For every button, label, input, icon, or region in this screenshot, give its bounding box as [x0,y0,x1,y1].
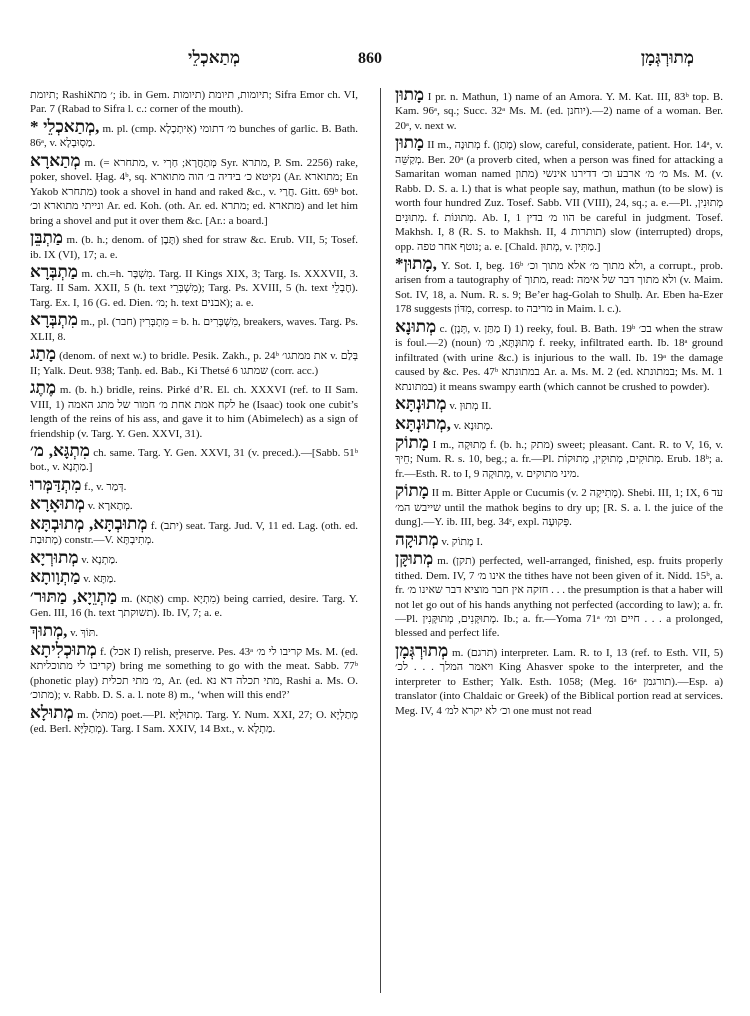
dictionary-entry: מְתוּךְ, v. תּוֹךְ. [30,620,99,640]
dictionary-entry: מְתוּבְתָּא, מְתוּבְתָּא f. (יתב) seat. Targ. Jud. V, 11 ed. Lag. (oth. ed. מְתוּבַת) constr.—V. מְתִיבְתָּא. [30,513,358,547]
dictionary-entry: מָתוּן II m., מְתוּנָה f. (מָתַן) slow, careful, considerate, patient. Hor. 14ᵃ, v. מְקַשֵּׁה. Ber. 20ᵃ (a proverb cited, when a person was fined for attacking a Samaritan woman named מתון) מ׳ מ׳ ארבע וכ׳ דדירנו אינשי Ms. M. (v. Rabb. D. S. a. l.) that is what people say, mathun, mathun (to be slow) is worth four hundred Zuz. Tosef. Sabb. VII (VIII), 24, sq.; a. e.—Pl. מְתוּנִין, מְתוּנִים. f. מְתוּנוֹת. Ab. I, 1 הוו מ׳ בדין be careful in judgment. Tosef. Makhsh. I, 8 (R. S. to Makhsh. II, 4 תותרות) slow (interrupted) drops, opp. נוטף אחר טפה; a. e. [Chald. מְתוּן, v. מַתִּין.] [395,133,723,253]
headword: מָתוּן [395,133,425,153]
headword: מְתוּקָה [395,529,439,549]
dictionary-entry: מַתְבְּרָא m. ch.=h. מִשְׁבָּר. Targ. II Kings XIX, 3; Targ. Is. XXXVII, 3. Targ. II Sam. XXII, 5 (h. text מִשְׁבְּרֵי); Targ. Ps. XVIII, 5 (h. text חֶבְלֵי). Targ. Ex. I, 16 (G. ed. Dien. מ׳; h. text אבנים); a. e. [30,261,358,309]
right-running-head: מְתוּרְגְּמָן [640,48,694,67]
headword: מִתְגָּא, מ׳ [30,440,90,460]
headword: מְתַארָא [30,150,81,170]
headword: מְתוּכְלִיתָא [30,639,97,659]
headword: מְתוּאָרָא [30,494,85,514]
page-number: 860 [358,50,382,67]
headword: מָתַג [30,344,57,364]
headword: מְתוּרְיָא [30,547,79,567]
dictionary-entry: *מָתוּן, Y. Sot. I, beg. 16ᵇ ולא מתוך מ׳ אלא מתוך וכ׳, a corrupt., prob. arisen from a tautography of מתוך, read: ולא מתוך דבר של אימה (v. Maim. Sot. IV, 18, a. Num. R. s. 9; Be’er hag-Golah to Shulḥ. Ar. Eben ha-Ezer 178 suggests מִדּוֹן, corresp. to מריבה in Maim. l. c.). [395,253,723,316]
dictionary-entry: מְתוּאָרָא v. מְתַארָא. [30,494,133,514]
dictionary-entry: מְתוּכְלִיתָא f. (אכל I) relish, preserve. Pes. 43ᵃ קריבו לי מ׳ Ms. M. (ed. קריבו לי מתוכליתא) bring me something to go with the meat. Sabb. 77ᵇ (phonetic play) מ׳ מתי תכלית, Ar. (ed. מתי תכלה דא נא, Rashi a. Ms. O. מתוכ׳); v. Rabb. D. S. a. l. note 8) m., ‘when will this end?’ [30,639,358,702]
headword: מַתְוָותָא [30,567,81,587]
dictionary-entry: מֶתֶג m. (b. h.) bridle, reins. Pirké d’R. El. ch. XXXVI (ref. to II Sam. VIII, 1) לקח אמת אחת מ׳ חמור של מתג האמה he (Isaac) took one cubit’s length of the reins of his ass, and gave it to him (Abimelech) as a sign of friendship (v. Targ. Y. Gen. XXVI, 31). [30,378,358,440]
dictionary-entry: מָתוֹק II m. Bitter Apple or Cucumis (v. מְתִיקָה 2). Shebi. III, 1; IX, 6 עד שייבש המ׳ until the mathok begins to dry up; [R. S. a. l. the juice of the dung].—Y. ib. III, beg. 34ᶜ, expl. פְּקוּעָה. [395,481,723,529]
headword: מִתְבְּרָא [30,310,78,330]
dictionary-entry: מְתוּנְתָּא v. מְתוּן II. [395,394,492,414]
headword: מָתוֹק [395,432,429,452]
dictionary-entry: * מְתַאכְלֵי, m. pl. (cmp. אִיתְכָלָא) מ׳ דתומי bunches of garlic. B. Bath. 86ᵃ, v. מַסְוּבְלָא. [30,116,358,150]
headword: מְתוּנָא [395,316,437,336]
dictionary-entry: מָתוּן I pr. n. Mathun, 1) name of an Amora. Y. M. Kat. III, 83ᵇ top. B. Kam. 96ᵃ, sq.; Succ. 32ᵃ Ms. M. (ed. יוחנן).—2) name of a woman. Ber. 20ᵃ, v. next w. [395,88,723,133]
headword: מְתוּנְתָּא, [395,413,451,433]
headword: מְתוּנְתָּא [395,394,447,414]
dictionary-entry: מְתוּרְיָא v. מַתְנָא. [30,547,118,567]
dictionary-entry: מְתוּרְגְּמָן m. (תרגם) interpreter. Lam. R. to I, 13 (ref. to Esth. VII, 5) ויאמר המלך . . . לכ׳ King Ahasver spoke to the interpreter, and the interpreter to Esther; Yalk. Esth. 1058; (Meg. 16ᵃ תורגמן).—Esp. a) translator (into Chaldaic or Greek) of the Biblical portion read at services. Meg. IV, 4 וכ׳ לא יקרא למ׳ one must not read [395,640,723,717]
page-header [58,46,698,74]
dictionary-entry: מְתוּנְתָּא, v. מְתוּנָא. [395,413,493,433]
dictionary-entry: מַתְבֵּן m. (b. h.; denom. of תֶּבֶן) shed for straw &c. Erub. VII, 5; Tosef. ib. IX (VI), 17; a. e. [30,228,358,261]
headword: מִתְדַּמְּרוּ [30,474,82,494]
headword: מַתְבֵּן [30,228,63,248]
dictionary-entry: מָתוֹק I m., מְתוּקָה f. (b. h.; מתק) sweet; pleasant. Cant. R. to V, 16, v. חֵיךְ; Num. R. s. 10, beg.; a. fr.—Pl. מְתוּקִים, מְתוּקִין, מְתוּקוֹת. Erub. 18ᵇ; a. fr.—Esth. R. to I, 9 מְתוּקָה, v. מיני מתוקים. [395,432,723,480]
headword: * מְתַאכְלֵי, [30,116,100,136]
dictionary-entry: מְתוּקָה v. מָתוֹק I. [395,529,483,549]
headword: מַתְוֵיָא, מַתּוּר׳ [30,586,118,606]
headword: מְתוּבְתָּא, מְתוּבְתָּא [30,513,148,533]
right-column [395,88,723,1000]
dictionary-entry: מַתְוֵיָא, מַתּוּר׳ m. (אַתָא) cmp. מִתְיָא) being carried, desire. Targ. Y. Gen. III, 16 (h. text תשוקתך). Ib. IV, 7; a. e. [30,586,358,620]
dictionary-entry: תיומת; Rashi׳ מתא; ib. in Gem. תיומות, תיומת (תיומות; Sifra Emor ch. VI, Par. 7 (Rabad to Sifra l. c.: corner of the mouth). [30,89,358,116]
dictionary-entry: מְתוּקָּן m. (תקן) perfected, well-arranged, finished, esp. fruits properly tithed. Dem. IV, 7 אינו מ׳ the tithes have not been given of it. Nidd. 15ᵇ, a. fr. חזקה אין חבר מוציא דבר שאינו מ׳ . . . the presumption is that a haber will not let go out of his hands anything not perfected (according to law); a. fr.—Pl. מְתוּקָּנִים, מְתוּקָּנִין. Ib.; a. fr.—Yoma 71ᵃ חיים ומ׳ . . . a prolonged, blessed and perfect life. [395,549,723,640]
headword: מָתוּן [395,88,425,104]
headword: מְתוּךְ, [30,620,68,640]
headword: מָתוֹק [395,481,429,501]
left-column [30,88,358,1000]
dictionary-entry: מְתוּלָא m. (מתל) poet.—Pl. מְתוּלַיָּא. Targ. Y. Num. XXI, 27; O. מְתַלְיָא (ed. Berl. מְתַלַּיָּא). Targ. I Sam. XXIV, 14 Bxt., v. מַתְלָא. [30,702,358,736]
dictionary-entry: מְתַארָא m. (= מתחרא, v. מְתַחֲרָא; חַרְי Syr. מתרא, P. Sm. 2256) rake, poker, shovel. Ḥag. 4ᵇ, sq. נקיטא כ׳ בידיה ב׳ הוה מתוארא (Ar. מתוארא; En Yakob מתחרא) took a shovel in hand and raked &c., v. חֲרַי. Gitt. 69ᵇ bot. ונייתי מתוארא וכ׳ Ar. ed. Koh. (oth. Ar. ed. מתרא; ed. מתארא) and let him bring a shovel and put it over them &c. [Ar.: a board.] [30,150,358,227]
headword: מֶתֶג [30,378,57,398]
dictionary-entry: מִתְגָּא, מ׳ ch. same. Targ. Y. Gen. XXVI, 31 (v. preced.).—[Sabb. 51ᵇ bot., v. מַתְנָא.] [30,440,358,474]
dictionary-entry: מָתַג (denom. of next w.) to bridle. Pesik. Zakh., p. 24ᵇ את ממתגו׳ v. בְּלַם II; Yalk. Deut. 938; Tanḥ. ed. Bab., Ki Thetsé 6 שמתגו (corr. acc.) [30,344,358,377]
dictionary-entry: מַתְוָותָא v. מַתָּא. [30,567,117,587]
headword: מְתוּרְגְּמָן [395,640,449,660]
headword: מַתְבְּרָא [30,261,78,281]
dictionary-entry: מִתְבְּרָא m., pl. מִתְבְּרִין (חבר) = b. h. מִשְׁבָּרִים, breakers, waves. Targ. Ps. XLII, 8. [30,310,358,343]
dictionary-entry: מְתוּנָא c. (תְּנָן, v. מַתַּן I) 1) reeky, foul. B. Bath. 19ᵇ בכ׳ when the straw is foul.—2) (noun) מְתוּנְתָּא, מ׳ f. reeky, infiltrated earth. Ib. 18ᵃ ground infiltrated (with urine &c.) is injurious to the wall. Ib. 19ᵃ the damage caused by &c. Pes. 47ᵇ במתונתא Ar. a. Ms. M. 2 (ed. במתונתא; Ms. M. 1 במתונתא) it means swampy earth (which cannot be crushed to powder). [395,316,723,393]
headword: *מָתוּן, [395,253,437,273]
headword: מְתוּקָּן [395,549,434,569]
dictionary-entry: מִתְדַּמְּרוּ f., v. דְּמַר. [30,474,127,494]
column-divider [380,88,381,993]
left-running-head: מְתַאכְלֵי [188,48,241,67]
headword: מְתוּלָא [30,702,74,722]
